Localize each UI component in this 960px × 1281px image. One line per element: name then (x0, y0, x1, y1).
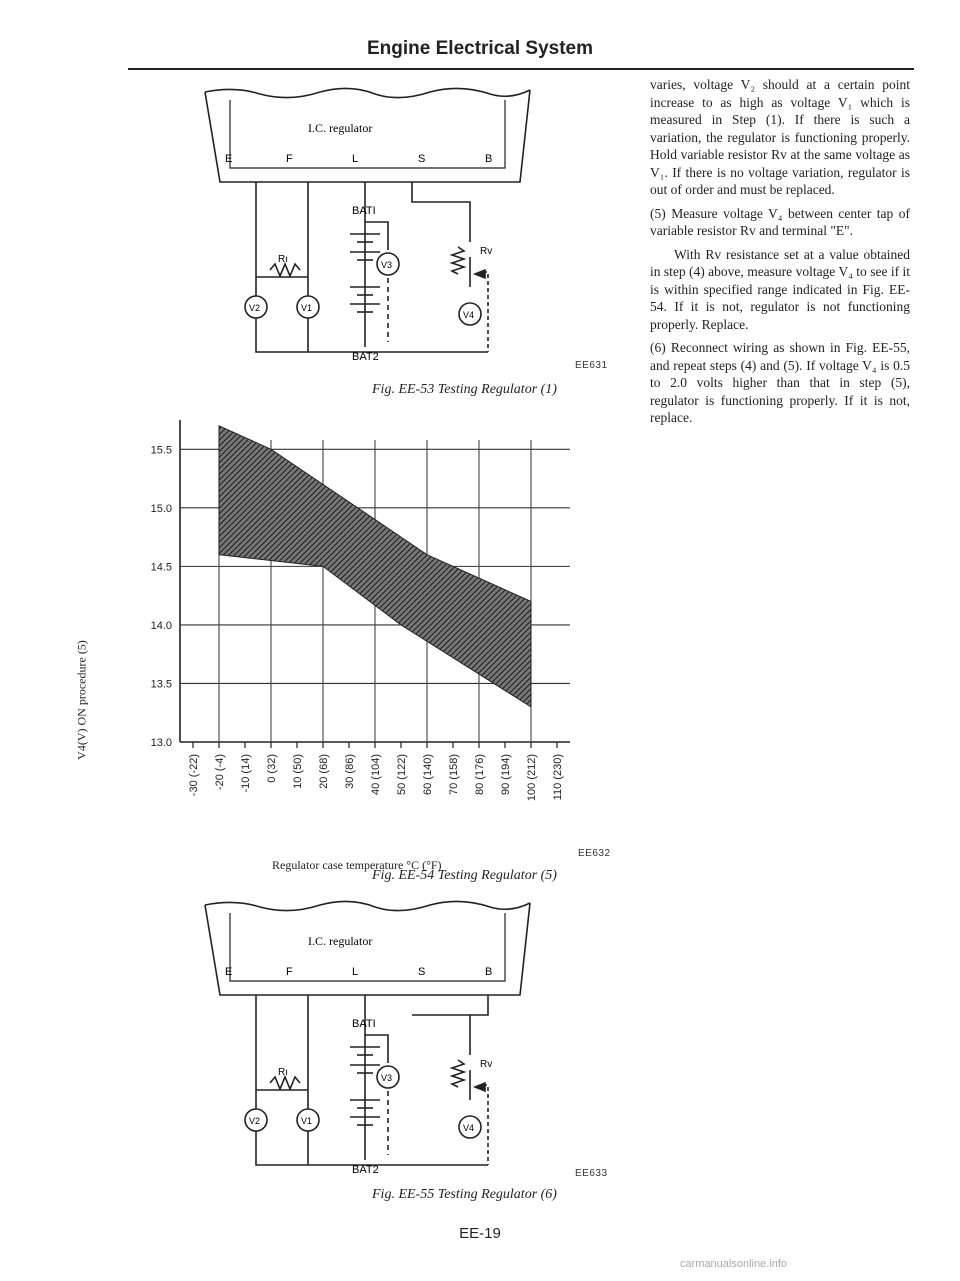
bat2-label: BAT2 (352, 351, 379, 362)
x-tick-label: 80 (176) (474, 754, 486, 795)
figure-code: EE633 (575, 1168, 608, 1179)
page-header: Engine Electrical System (367, 38, 593, 59)
terminal-f: F (286, 153, 293, 165)
terminal-f: F (286, 966, 293, 978)
x-tick-label: 70 (158) (448, 754, 460, 795)
bat1-label: BATI (352, 1018, 376, 1030)
chart-caption: Fig. EE-54 Testing Regulator (5) (372, 868, 557, 883)
x-tick-label: 100 (212) (526, 754, 538, 802)
resistor-label: Rı (278, 254, 288, 265)
var-resistor-label: Rv (480, 246, 493, 257)
terminal-l: L (352, 153, 359, 165)
chart-y-axis-title: V4(V) ON procedure (5) (74, 640, 89, 760)
x-tick-label: 0 (32) (266, 754, 278, 783)
terminal-b: B (485, 153, 493, 165)
chart-x-axis-title: Regulator case temperature °C (°F) (272, 858, 442, 872)
paragraph: (6) Reconnect wiring as shown in Fig. EE-55, and repeat steps (4) and (5). If voltage V₄ is 0.5 to 2.0 volts higher than that in step (5), regulator is functioning properly. If it is not, replace. (650, 340, 910, 425)
y-tick-label: 13.0 (150, 737, 172, 749)
meter-v1-label: V1 (301, 303, 313, 313)
meter-v3-label: V3 (381, 260, 393, 270)
terminal-s: S (418, 966, 426, 978)
y-tick-label: 14.5 (150, 561, 172, 574)
y-tick-label: 15.0 (150, 502, 172, 515)
meter-v2-label: V2 (249, 303, 261, 313)
terminal-l: L (352, 966, 359, 978)
x-tick-label: 110 (230) (552, 754, 564, 801)
meter-v4-label: V4 (463, 1123, 475, 1133)
figure-caption: Fig. EE-53 Testing Regulator (1) (372, 382, 557, 397)
terminal-e: E (225, 966, 233, 978)
footer-watermark: carmanualsonline.info (680, 1258, 788, 1270)
meter-v4-label: V4 (463, 310, 475, 320)
x-tick-label: 20 (68) (318, 754, 330, 789)
figure-code: EE631 (575, 360, 608, 371)
regulator-label: I.C. regulator (308, 121, 373, 135)
terminal-s: S (418, 153, 426, 165)
resistor-label: Rı (278, 1067, 288, 1078)
meter-v2-label: V2 (249, 1116, 261, 1126)
x-tick-label: 30 (86) (344, 754, 356, 789)
x-tick-label: 40 (104) (370, 754, 382, 795)
x-tick-label: -20 (-4) (214, 754, 226, 791)
meter-v3-label: V3 (381, 1073, 393, 1083)
chart-fig54 (120, 420, 590, 820)
body-text-column (650, 76, 910, 433)
chart-code: EE632 (578, 848, 611, 859)
x-tick-label: 50 (122) (396, 754, 408, 795)
page-number: EE-19 (459, 1225, 501, 1242)
terminal-b: B (485, 966, 493, 978)
regulator-label: I.C. regulator (308, 934, 373, 948)
x-tick-label: 10 (50) (292, 754, 304, 789)
x-tick-label: 60 (140) (422, 754, 434, 795)
circuit-diagram-fig55 (200, 895, 560, 1175)
paragraph: varies, voltage V₂ should at a certain point increase to as high as voltage V₁ which is measured in Step (1). If there is such a variation, the regulator is functioning properly. Hold variable resistor Rv at the same voltage as V₁. If there is no voltage variation, regulator is out of order and must be replaced. (650, 77, 910, 197)
terminal-e: E (225, 153, 233, 165)
paragraph: (5) Measure voltage V₄ between center tap of variable resistor Rv and terminal "E". (650, 205, 910, 238)
paragraph: With Rv resistance set at a value obtained in step (4) above, measure voltage V₄ to see if it is within specified range indicated in Fig. EE-54. If it is not, regulator is not functioning properly. Replace. (650, 246, 910, 332)
figure-caption: Fig. EE-55 Testing Regulator (6) (372, 1187, 557, 1202)
header-rule (128, 68, 914, 70)
y-tick-label: 13.5 (150, 678, 172, 691)
circuit-diagram-fig53 (200, 82, 560, 362)
var-resistor-label: Rv (480, 1059, 493, 1070)
bat2-label: BAT2 (352, 1164, 379, 1175)
bat1-label: BATI (352, 205, 376, 217)
x-tick-label: -30 (-22) (188, 754, 200, 797)
y-tick-label: 14.0 (150, 619, 172, 632)
y-tick-label: 15.5 (150, 444, 172, 457)
x-tick-label: -10 (14) (240, 754, 252, 793)
x-tick-label: 90 (194) (500, 754, 512, 795)
meter-v1-label: V1 (301, 1116, 313, 1126)
